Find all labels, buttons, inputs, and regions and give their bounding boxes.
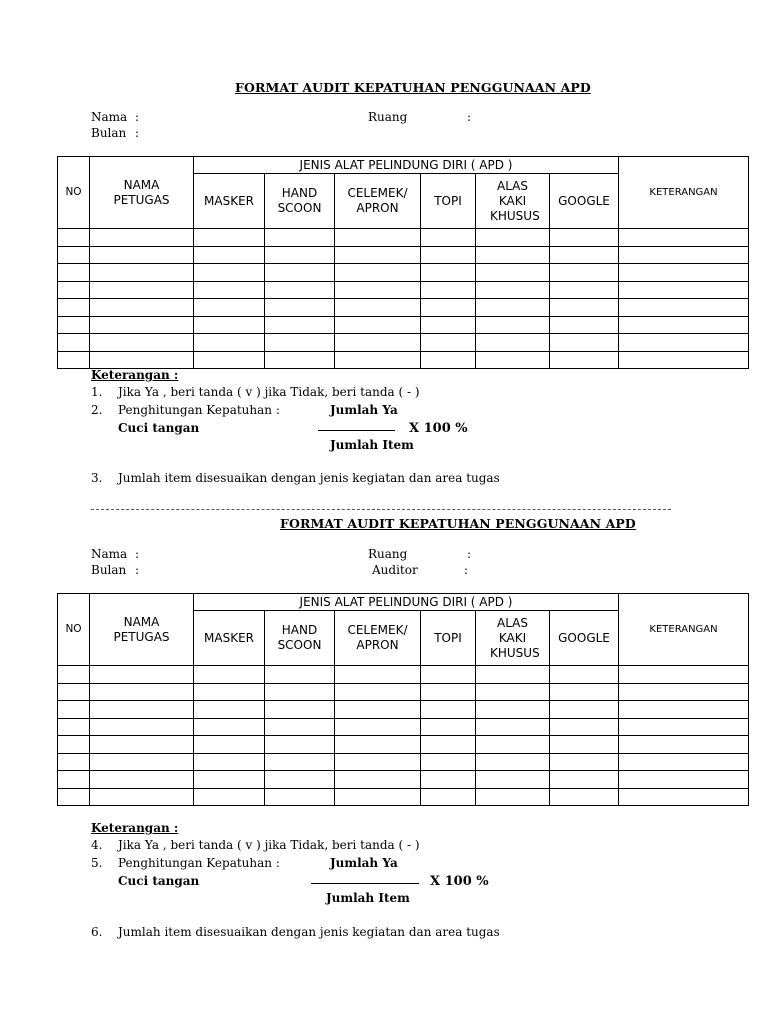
apd-audit-table [57,156,749,369]
keterangan-heading: Keterangan : [91,821,179,835]
jumlah-ya: Jumlah Ya [330,856,398,870]
table-row [58,683,749,701]
form-title: FORMAT AUDIT KEPATUHAN PENGGUNAAN APD [235,80,591,95]
header-alas-kaki-khusus: ALAS KAKI KHUSUS [476,174,550,229]
table-row [58,753,749,771]
table-row [58,316,749,334]
table-row [58,334,749,352]
fraction-line [318,430,395,431]
note-jika-ya: Jika Ya , beri tanda ( v ) jika Tidak, beri tanda ( - ) [118,838,420,852]
note-penghitungan: Penghitungan Kepatuhan : [118,403,280,417]
colon: : [135,563,140,577]
table-row [58,666,749,684]
ruang-label: Ruang [368,110,408,124]
header-topi: TOPI [421,611,476,666]
header-nama-petugas: NAMA PETUGAS [90,594,194,666]
note-number: 1. [91,385,103,399]
cuci-tangan: Cuci tangan [118,874,200,888]
colon: : [467,110,472,124]
keterangan-heading: Keterangan : [91,368,179,382]
header-hand-scoon: HAND SCOON [265,611,335,666]
header-alas-kaki-khusus: ALAS KAKI KHUSUS [476,611,550,666]
bulan-label: Bulan [91,563,127,577]
header-jenis-apd: JENIS ALAT PELINDUNG DIRI ( APD ) [194,157,619,174]
auditor-label: Auditor [372,563,418,577]
note-penghitungan: Penghitungan Kepatuhan : [118,856,280,870]
nama-label: Nama [91,110,128,124]
note-jika-ya: Jika Ya , beri tanda ( v ) jika Tidak, beri tanda ( - ) [118,385,420,399]
colon: : [135,110,140,124]
header-hand-scoon: HAND SCOON [265,174,335,229]
bulan-label: Bulan [91,126,127,140]
table-row [58,701,749,719]
header-no: NO [58,157,90,229]
table-row [58,264,749,282]
header-keterangan: KETERANGAN [619,594,749,666]
header-nama-petugas: NAMA PETUGAS [90,157,194,229]
table-row [58,788,749,806]
ruang-label: Ruang [368,547,408,561]
note-number: 2. [91,403,103,417]
table-row [58,299,749,317]
table-row [58,736,749,754]
table-row [58,281,749,299]
table-row [58,771,749,789]
apd-audit-table [57,593,749,806]
header-google: GOOGLE [550,611,619,666]
cut-line-divider [91,509,671,510]
header-google: GOOGLE [550,174,619,229]
note-number: 6. [91,925,103,939]
percent-label: X 100 % [409,421,468,436]
header-masker: MASKER [194,174,265,229]
header-celemek-apron: CELEMEK/ APRON [335,611,421,666]
header-keterangan: KETERANGAN [619,157,749,229]
table-row [58,229,749,247]
header-topi: TOPI [421,174,476,229]
note-jumlah-item: Jumlah item disesuaikan dengan jenis kegiatan dan area tugas [118,471,500,485]
note-number: 5. [91,856,103,870]
cuci-tangan: Cuci tangan [118,421,200,435]
jumlah-ya: Jumlah Ya [330,403,398,417]
header-no: NO [58,594,90,666]
note-jumlah-item: Jumlah item disesuaikan dengan jenis kegiatan dan area tugas [118,925,500,939]
jumlah-item: Jumlah Item [326,891,410,905]
colon: : [467,547,472,561]
colon: : [135,547,140,561]
table-row [58,351,749,369]
fraction-line [311,883,419,884]
header-jenis-apd: JENIS ALAT PELINDUNG DIRI ( APD ) [194,594,619,611]
note-number: 3. [91,471,103,485]
colon: : [135,126,140,140]
header-celemek-apron: CELEMEK/ APRON [335,174,421,229]
table-row [58,246,749,264]
table-row [58,718,749,736]
form-title: FORMAT AUDIT KEPATUHAN PENGGUNAAN APD [280,516,636,531]
note-number: 4. [91,838,103,852]
colon: : [464,563,469,577]
header-masker: MASKER [194,611,265,666]
percent-label: X 100 % [430,874,489,889]
nama-label: Nama [91,547,128,561]
jumlah-item: Jumlah Item [330,438,414,452]
